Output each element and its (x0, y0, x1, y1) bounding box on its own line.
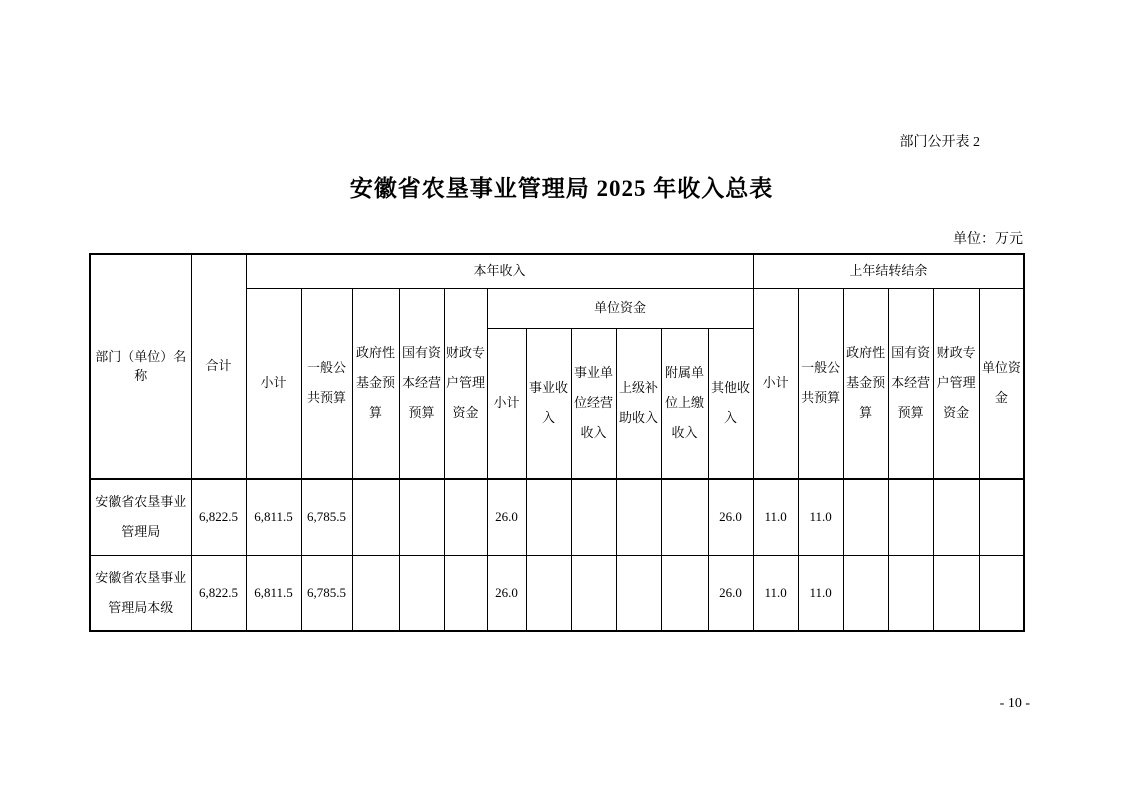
value-cell (661, 479, 708, 555)
value-cell (888, 479, 933, 555)
header-co-state-capital-budget: 国有资本经营预算 (888, 288, 933, 479)
value-cell: 6,822.5 (191, 555, 246, 631)
header-uf-affiliate-remitted-income: 附属单位上缴收入 (661, 328, 708, 479)
header-cy-govt-fund-budget: 政府性基金预算 (352, 288, 399, 479)
header-current-year-group: 本年收入 (246, 254, 753, 288)
value-cell (399, 479, 444, 555)
header-co-unit-funds: 单位资金 (979, 288, 1024, 479)
income-summary-table (89, 253, 1025, 632)
value-cell (843, 555, 888, 631)
header-uf-subtotal: 小计 (487, 328, 526, 479)
value-cell: 6,822.5 (191, 479, 246, 555)
value-cell (661, 555, 708, 631)
value-cell: 26.0 (487, 555, 526, 631)
page-title: 安徽省农垦事业管理局 2025 年收入总表 (349, 176, 774, 201)
value-cell (888, 555, 933, 631)
value-cell: 6,811.5 (246, 479, 301, 555)
table-header (90, 254, 1024, 479)
unit-note: 单位：万元 (953, 232, 1023, 247)
value-cell: 6,785.5 (301, 479, 352, 555)
header-carryover-group: 上年结转结余 (753, 254, 1024, 288)
header-dept-name: 部门（单位）名称 (90, 254, 191, 479)
corner-label: 部门公开表 2 (899, 135, 980, 150)
header-cy-subtotal: 小计 (246, 288, 301, 479)
value-cell (571, 479, 616, 555)
value-cell: 11.0 (798, 555, 843, 631)
value-cell (444, 479, 487, 555)
table-body (90, 479, 1024, 631)
value-cell (526, 555, 571, 631)
value-cell: 11.0 (798, 479, 843, 555)
value-cell (352, 555, 399, 631)
header-co-fiscal-account-funds: 财政专户管理资金 (933, 288, 979, 479)
header-uf-operating-income: 事业单位经营收入 (571, 328, 616, 479)
value-cell (444, 555, 487, 631)
header-co-govt-fund-budget: 政府性基金预算 (843, 288, 888, 479)
value-cell (571, 555, 616, 631)
value-cell (616, 555, 661, 631)
value-cell (979, 555, 1024, 631)
row-name: 安徽省农垦事业管理局本级 (90, 555, 191, 631)
value-cell: 26.0 (708, 555, 753, 631)
header-uf-superior-subsidy-income: 上级补助收入 (616, 328, 661, 479)
page-number: - 10 - (999, 696, 1030, 711)
header-co-subtotal: 小计 (753, 288, 798, 479)
value-cell (399, 555, 444, 631)
header-uf-other-income: 其他收入 (708, 328, 753, 479)
value-cell: 6,811.5 (246, 555, 301, 631)
value-cell (933, 479, 979, 555)
value-cell: 6,785.5 (301, 555, 352, 631)
header-cy-general-public-budget: 一般公共预算 (301, 288, 352, 479)
value-cell: 26.0 (487, 479, 526, 555)
header-co-general-public-budget: 一般公共预算 (798, 288, 843, 479)
table-row (90, 555, 1024, 631)
value-cell (352, 479, 399, 555)
header-unit-funds-group: 单位资金 (487, 288, 753, 328)
value-cell: 26.0 (708, 479, 753, 555)
table-row (90, 479, 1024, 555)
header-cy-fiscal-account-funds: 财政专户管理资金 (444, 288, 487, 479)
value-cell (843, 479, 888, 555)
value-cell (616, 479, 661, 555)
value-cell: 11.0 (753, 479, 798, 555)
value-cell (526, 479, 571, 555)
header-grand-total: 合计 (191, 254, 246, 479)
value-cell: 11.0 (753, 555, 798, 631)
header-uf-business-income: 事业收入 (526, 328, 571, 479)
row-name: 安徽省农垦事业管理局 (90, 479, 191, 555)
value-cell (933, 555, 979, 631)
header-cy-state-capital-budget: 国有资本经营预算 (399, 288, 444, 479)
value-cell (979, 479, 1024, 555)
